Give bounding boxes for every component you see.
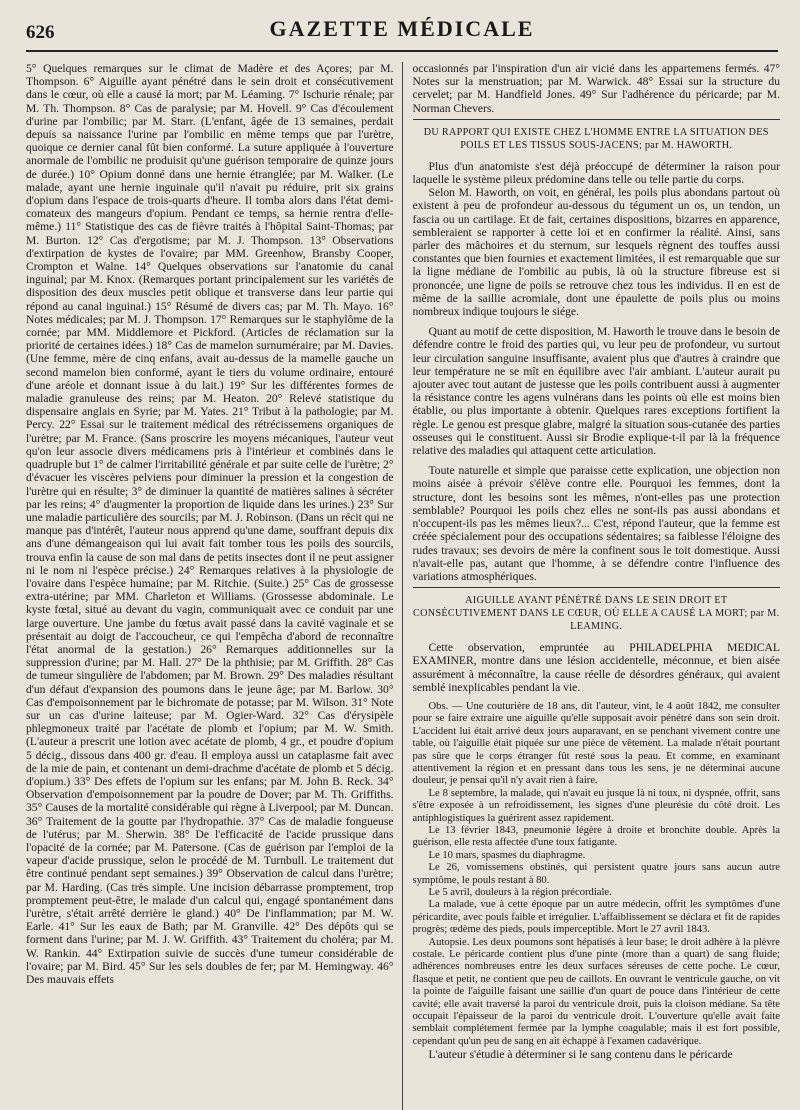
body-paragraph: Plus d'un anatomiste s'est déjà préoccupé de déterminer la raison pour laquelle le système pileux prédomine dans telle ou telle partie du corps. (412, 159, 780, 187)
observation-paragraph: Le 13 février 1843, pneumonie légère à droite et bronchite double. Après la guérison, elle resta affectée d'une toux fatigante. (412, 824, 780, 849)
observation-paragraph: Le 5 avril, douleurs à la région précordiale. (428, 887, 612, 899)
right-column (403, 62, 781, 1110)
observation-paragraph: La malade, vue à cette époque par un autre médecin, offrit les symptômes d'une péricardite, avec pouls faible et irrégulier. L'affaiblissement se déclara et fit de rapides progrès; œdème des pieds, pouls imperceptible. Mort le 27 avril 1843. (412, 899, 780, 936)
observation-paragraph: L'auteur s'étudie à déterminer si le sang contenu dans le péricarde (428, 1048, 733, 1062)
body-paragraph: Selon M. Haworth, on voit, en général, les poils plus abondans partout où existent à peu de profondeur au-dessous du tégument un os, un tendon, un fascia ou un cartilage. Et de fait, certaines dispositions, bizarres en apparence, sembleraient se rapporter à cette loi et en confirmer la réalité. Ainsi, sans parler des mâchoires et du sternum, sur lesquels règnent des touffes aussi constantes que bien fournies et exactement limitées, il est remarquable que sur la ligne médiane de l'ombilic au pubis, là où la structure fibreuse est si prononcée, une ligne de poils se retrouve chez tous les individus. Il en est de même de la saillie acromiale, dont une épaulette de poils plus ou moins nombreux indique toujours le siége. (412, 186, 780, 319)
observation-paragraph: Le 26, vomissemens obstinés, qui persistent quatre jours sans aucun autre symptôme, le pouls restant à 80. (412, 862, 780, 886)
body-paragraph: Quant au motif de cette disposition, M. Haworth le trouve dans le besoin de défendre contre le froid des parties qui, vu leur peu de profondeur, vu surtout leur circulation sanguine insuffisante, avaient plus que d'autres à craindre que leur température ne se mît en équilibre avec l'air ambiant. L'auteur aurait pu ajouter avec tout autant de justesse que les poils contribuent aussi à augmenter la résistance contre les agens vulnérans dans les points où elle est moins bien établie, ou plus importante à obtenir. Quelques rares exceptions fortifient la règle. Le genou est presque glabre, malgré la situation sous-cutanée des parties osseuses qui le constituent. Aussi sir Brodie explique-t-il par là la fréquence relative des maladies qui attaquent cette articulation. (412, 325, 780, 458)
section-divider (413, 587, 781, 588)
body-paragraph: Toute naturelle et simple que paraisse cette explication, une objection non moins aisée à prévoir s'élève contre elle. Pourquoi les femmes, dont la structure, dont les besoins sont les mêmes, n'ont-elles pas une protection semblable? Pourquoi les poils chez elles ne sont-ils pas aussi abondans et n'occupent-ils pas les mêmes lieux?... C'est, répond l'auteur, que la femme est créée spécialement pour des occupations sédentaires; sa faiblesse l'éloigne des rudes travaux; ses devoirs de mère la confinent sous le toit domestique. Aussi n'avait-elle pas, autant que l'homme, à se défendre contre l'influence des variations atmosphériques. (412, 464, 780, 583)
text-columns (26, 62, 780, 1110)
observation-paragraph: Le 8 septembre, la malade, qui n'avait eu jusque là ni toux, ni dyspnée, offrit, sans s'être exposée à un refroidissement, les signes d'une pleurésie du côté droit. Les antiphlogistiques la guérirent assez rapidement. (412, 787, 780, 824)
observation-paragraph: Autopsie. Les deux poumons sont hépatisés à leur base; le droit adhère à la plèvre costale. Le péricarde contient plus d'une pinte (more than a quart) de sang fluide; adhérences nombreuses entre les deux surfaces séreuses de cette poche. Le cœur, flasque et petit, ne contient que peu de caillots. En ouvrant le ventricule gauche, on vit la pointe de l'aiguille faisant une saillie d'un quart de pouce dans l'intérieur de cette cavité; elle avait traversé la paroi du ventricule droit, puis la cloison médiane. Sa tête occupait l'épaisseur de la paroi du ventricule droit. L'ouverture qu'elle avait faite semblait complétement fermée par la lymphe coagulable; mais il est fort possible, cependant qu'un peu de sang en ait échappé à l'examen cadavérique. (412, 936, 780, 1047)
body-paragraph: Cette observation, empruntée au PHILADELPHIA MEDICAL EXAMINER, montre dans une lésion accidentelle, méconnue, et bien aisée assurément à méconnaître, la cause réelle de désordres généraux, qui avaient semblé inexplicables pendant la vie. (412, 641, 780, 694)
section-heading-haworth: DU RAPPORT QUI EXISTE CHEZ L'HOMME ENTRE LA SITUATION DES POILS ET LES TISSUS SOUS-JACENS; par M. HAWORTH. (423, 126, 769, 151)
left-column (26, 62, 403, 1110)
page-header (26, 14, 778, 52)
section-heading-leaming: AIGUILLE AYANT PÉNÉTRÉ DANS LE SEIN DROIT ET CONSÉCUTIVEMENT DANS LE CŒUR, OÙ ELLE A CAUSÉ LA MORT; par M. LEAMING. (413, 595, 780, 633)
page-number: 626 (26, 22, 55, 43)
observation-paragraph: Le 10 mars, spasmes du diaphragme. (428, 849, 586, 861)
journal-title: GAZETTE MÉDICALE (269, 16, 535, 41)
observation-paragraph: Obs. — Une couturière de 18 ans, dit l'auteur, vint, le 4 août 1842, me consulter pour se faire extraire une aiguille qu'elle supposait avoir pénétré dans son sein droit. L'accident lui était arrivé deux jours auparavant, en se penchant vivement contre une table, où l'aiguille était piquée sur une pièce de vêtement. La malade n'était pourtant pas sûre que le corps étranger fût resté sous la peau. Et comme, en examinant attentivement la région et en pressant dans tous les sens, je ne déterminai aucune douleur, je pensai qu'il n'y avait rien à faire. (412, 700, 780, 787)
continued-paragraph: occasionnés par l'inspiration d'un air vicié dans les appartemens fermés. 47° Notes sur la menstruation; par M. Warwick. 48° Essai sur la structure du cervelet; par M. Handfield Jones. 49° Sur l'adhérence du péricarde; par M. Norman Chevers. (412, 62, 780, 115)
article-list-paragraph: 5° Quelques remarques sur le climat de Madère et des Açores; par M. Thompson. 6° Aiguille ayant pénétré dans le sein droit et consécutivement dans le cœur, où elle a causé la mort; par M. Léaming. 7° Ischurie rénale; par M. Th. Thompson. 8° Cas de paralysie; par M. Hovell. 9° Cas d'écoulement d'urine par l'ombilic; par M. Starr. (L'enfant, âgée de 13 semaines, perdait depuis sa naissance l'urine par l'ombilic en même temps que par l'urètre, quoique ce dernier canal fût bien conformé. La suture appliquée à l'ouverture anormale de l'ombilic ne produisit qu'une guérison temporaire de quinze jours de durée.) 10° Opium donné dans une hernie étranglée; par M. Walker. (Le malade, ayant une hernie inguinale qu'il n'avait pu réduire, prit six grains d'opium dans l'espace de trois-quarts d'heure. Il tomba alors dans l'état demi-comateux des mangeurs d'opium. Pendant ce temps, sa hernie rentra d'elle-même.) 11° Statistique des cas de fièvre traités à l'hôpital Saint-Thomas; par M. Burton. 12° Cas d'ergotisme; par M. J. Thompson. 13° Observations d'extirpation de kystes de l'ovaire; par MM. Greenhow, Bransby Cooper, Crompton et Walne. 14° Quelques observations sur l'anatomie du canal inguinal; par M. Knox. (Remarques portant principalement sur les variétés de disposition des deux muscles petit oblique et transverse dans leur partie qui répond au canal inguinal.) 15° Résumé de divers cas; par M. Th. Mayo. 16° Notes médicales; par M. J. Thompson. 17° Remarques sur le staphylôme de la cornée; par MM. Middlemore et Pickford. (Articles de réclamation sur la priorité de certaines idées.) 18° Cas de mamelon surnuméraire; par M. Davies. (Une femme, mère de cinq enfans, avait au-dessus de la mamelle gauche un second mamelon bien conformé, ayant le tiers du volume ordinaire, entouré d'une aréole et donnant issue à du lait.) 19° Sur les différentes formes de maladie granuleuse des reins; par M. Heaton. 20° Relevé statistique du dispensaire anglais en Syrie; par M. Yates. 21° Tribut à la pathologie; par M. Percy. 22° Essai sur le traitement médical des rétrécissemens organiques de l'urètre; par M. France. (Sans proscrire les moyens mécaniques, l'auteur veut qu'on leur associe divers médicamens pris à l'intérieur et combinés dans le quadruple but 1° de calmer l'irritabilité générale et par suite celle de l'urètre; 2° d'évacuer les viscères pelviens pour diminuer la pression et la congestion de l'urètre qui en résulte; 3° de diminuer la quantité de matières salines à sécréter par les reins; 4° d'augmenter la proportion de liquide dans les urines.) 23° Sur une maladie particulière des sourcils; par M. J. Robinson. (Dans un récit qui ne manque pas d'intérêt, l'auteur nous apprend qu'une dame, souffrant depuis dix ans d'une démangeaison qui lui avait fait tomber tous les poils des sourcils, trouva enfin la cause de son mal dans de petits insectes dont il ne peut assigner ni le nom ni l'espèce précise.) 24° Remarques relatives à la physiologie de l'ovaire dans l'espèce humaine; par M. Ritchie. (Suite.) 25° Cas de grossesse extra-utérine; par MM. Charleton et Williams. (Grossesse abdominale. Le kyste fœtal, situé au devant du vagin, communiquait avec ce conduit par une large ouverture. Une jambe du fœtus avait passé dans la cavité vaginale et se présentait au doigt de l'accoucheur, ce qui l'empêcha d'abord de reconnaître l'état anormal de la gestation.) 26° Remarques additionnelles sur la suppression d'urine; par M. Hall. 27° De la phthisie; par M. Griffith. 28° Cas de tumeur singulière de l'abdomen; par M. Brown. 29° Des maladies résultant d'un défaut d'expansion des poumons dans le jeune âge; par M. Barlow. 30° Cas d'empoisonnement par le bichromate de potasse; par M. Wilson. 31° Note sur un cas d'urine laiteuse; par M. Ogier-Ward. 32° Cas d'érysipèle phlegmoneux traité par l'acétate de plomb et l'opium; par M. W. Smith. (L'auteur a prescrit une lotion avec acétate de plomb, 4 gr., et poudre d'opium 5 décig., dissous dans 400 gr. d'eau. Il employa aussi un cataplasme fait avec de la mie de pain, et contenant un demi-drachme d'acétate de plomb et 5 décig. d'opium.) 33° Des effets de l'opium sur les enfans; par M. John B. Reck. 34° Observation d'empoisonnement par la poudre de Dover; par M. Th. Griffiths. 35° Causes de la mortalité considérable qui règne à Liverpool; par M. Duncan. 36° Traitement de la goutte par l'hydropathie. 37° Cas de maladie fongueuse de l'utérus; par M. Sherwin. 38° De l'efficacité de l'acide prussique dans l'opacité de la cornée; par M. Patersone. (Cas de guérison par l'emploi de la vapeur d'acide prussique, selon le procédé de M. Turnbull. Le traitement dut être continué pendant sept semaines.) 39° Observation de calcul dans l'urètre; par M. Harding. (Cas très simple. Une incision débarrasse promptement, trop promptement peut-être, le malade d'un calcul qui, engagé spontanément dans l'urètre, s'était arrêté derrière le gland.) 40° De l'inflammation; par M. W. Earle. 41° Sur les eaux de Bath; par M. Granville. 42° Des dépôts qui se forment dans l'urine; par M. J. W. Griffith. 43° Traitement du choléra; par M. W. Rankin. 44° Extirpation suivie de succès d'une tumeur considérable de l'ovaire; par M. Bird. 45° Sur les sels doubles de fer; par M. Hemingway. 46° Des mauvais effets (26, 62, 394, 987)
section-divider (413, 119, 781, 120)
